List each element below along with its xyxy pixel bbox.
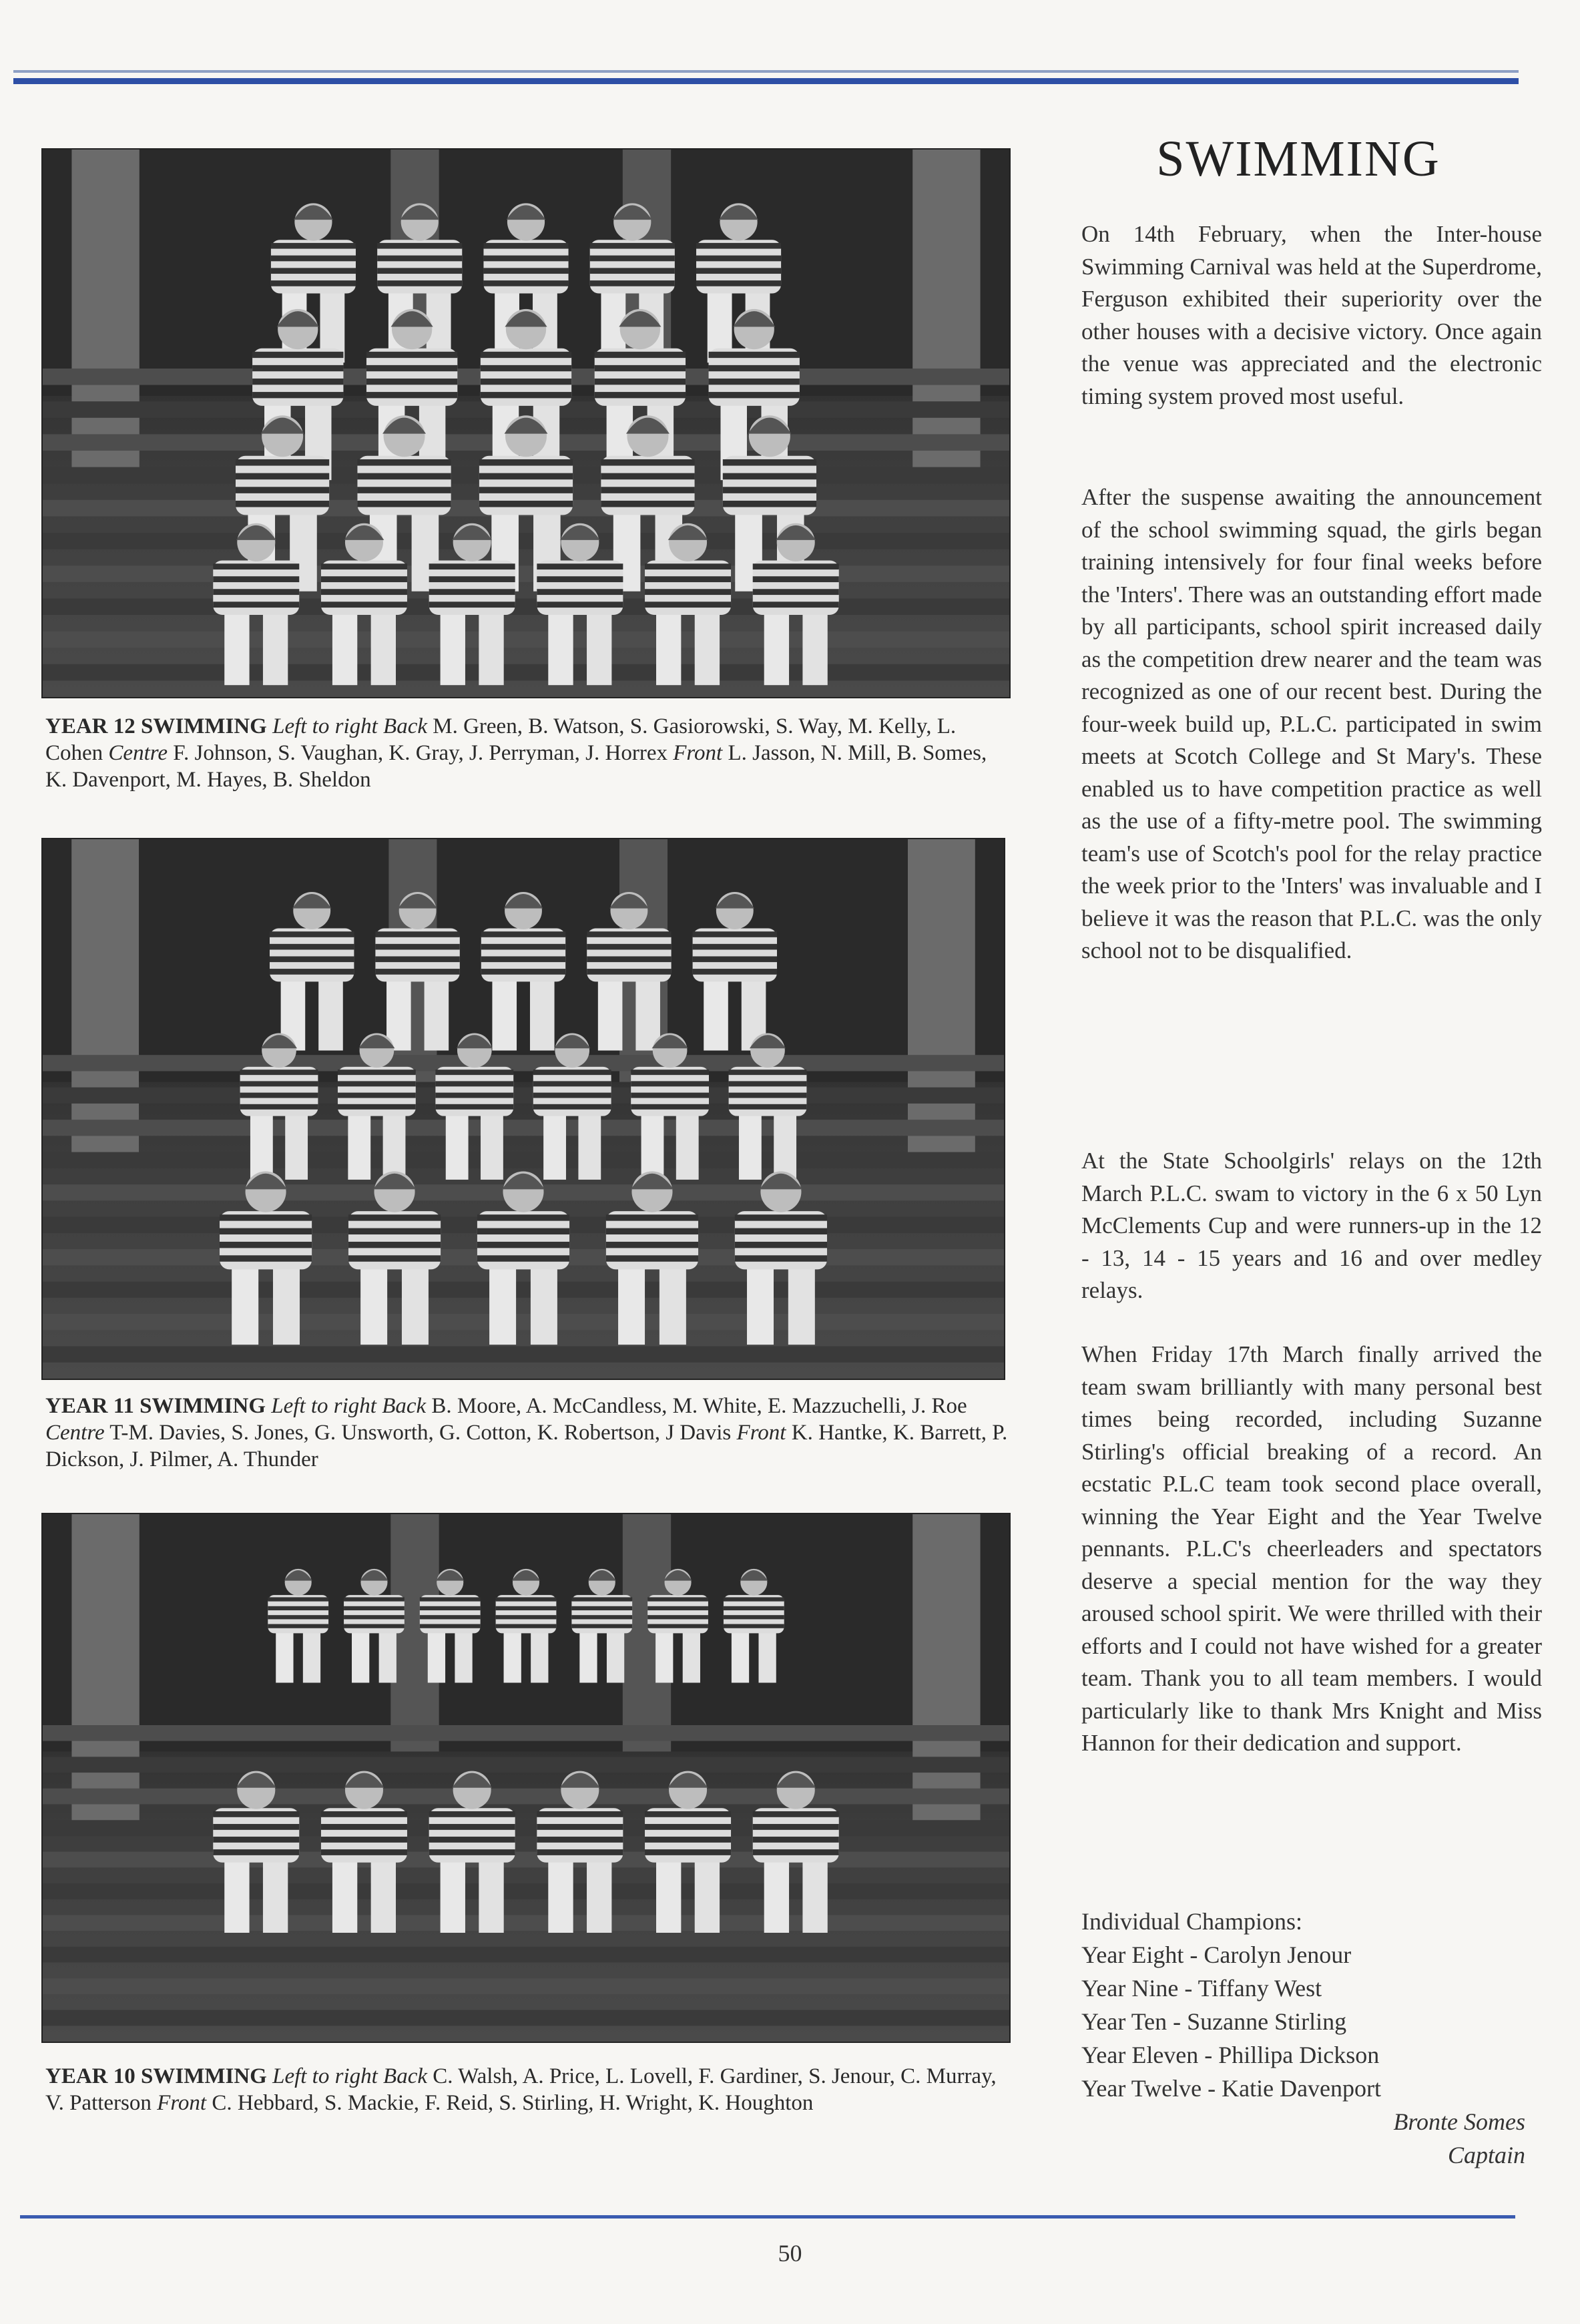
team-photo-year-10: [41, 1513, 1011, 2043]
author-name: Bronte Somes: [1393, 2108, 1525, 2135]
article-paragraph-1: On 14th February, when the Inter-house Swimming Carnival was held at the Superdrome, Ferguson exhibited their superiority over the other houses with a decisive victory. Once again the venue was appreciated and the electronic timing system proved most useful.: [1081, 221, 1542, 409]
champion-item: Year Ten - Suzanne Stirling: [1081, 2008, 1347, 2035]
caption-label: YEAR 12 SWIMMING: [45, 714, 267, 738]
caption-label: YEAR 11 SWIMMING: [45, 1394, 266, 1418]
team-photo-year-11: [41, 838, 1005, 1380]
author-role: Captain: [1447, 2142, 1525, 2168]
champions-list: [1081, 1905, 1542, 2172]
champion-item: Year Eleven - Phillipa Dickson: [1081, 2042, 1380, 2068]
champion-item: Year Twelve - Katie Davenport: [1081, 2075, 1382, 2102]
article-title: SWIMMING: [1156, 131, 1440, 187]
champion-item: Year Eight - Carolyn Jenour: [1081, 1941, 1352, 1968]
team-photo-year-12: [41, 148, 1011, 698]
article-paragraph-3: At the State Schoolgirls' relays on the 12th March P.L.C. swam to victory in the 6 x 50 Lyn McClements Cup and were runners-up in the 12 - 13, 14 - 15 years and 16 and over medley relays.: [1081, 1148, 1542, 1303]
caption-year-10: YEAR 10 SWIMMING Left to right Back C. Walsh, A. Price, L. Lovell, F. Gardiner, S. Jenour, C. Murray, V. Patterson Front C. Hebbard, S. Mackie, F. Reid, S. Stirling, H. Wright, K. Houghton: [45, 2064, 997, 2115]
champion-item: Year Nine - Tiffany West: [1081, 1975, 1322, 2002]
article-paragraph-4: When Friday 17th March finally arrived the team swam brilliantly with many personal best times being recorded, including Suzanne Stirling's official breaking of a record. An ecstatic P.L.C team took second place overall, winning the Year Eight and the Year Twelve pennants. P.L.C's cheerleaders and spectators deserve a special mention for the way they aroused school spirit. We were thrilled with their efforts and I could not have wished for a greater team. Thank you to all team members. I would particularly like to thank Mrs Knight and Miss Hannon for their dedication and support.: [1081, 1341, 1542, 1756]
caption-year-12: YEAR 12 SWIMMING Left to right Back M. Green, B. Watson, S. Gasiorowski, S. Way, M. Kelly, L. Cohen Centre F. Johnson, S. Vaughan, K. Gray, J. Perryman, J. Horrex Front L. Jasson, N. Mill, B. Somes, K. Davenport, M. Hayes, B. Sheldon: [45, 714, 987, 792]
bottom-rule: [20, 2215, 1515, 2219]
caption-year-11: YEAR 11 SWIMMING Left to right Back B. Moore, A. McCandless, M. White, E. Mazzuchelli, J. Roe Centre T-M. Davies, S. Jones, G. Unsworth, G. Cotton, K. Robertson, J Davis Front K. Hantke, K. Barrett, P. Dickson, J. Pilmer, A. Thunder: [45, 1394, 1008, 1471]
article-paragraph-2: After the suspense awaiting the announcement of the school swimming squad, the girls began training intensively for four final weeks before the 'Inters'. There was an outstanding effort made by all participants, school spirit increased daily as the competition drew nearer and the team was recognized as one of our recent best. During the four-week build up, P.L.C. participated in swim meets at Scotch College and St Mary's. These enabled us to have competition practice as well as the use of a fifty-metre pool. The swimming team's use of Scotch's pool for the relay practice the week prior to the 'Inters' was invaluable and I believe it was the reason that P.L.C. was the only school not to be disqualified.: [1081, 484, 1542, 963]
top-rule: [13, 70, 1519, 87]
caption-label: YEAR 10 SWIMMING: [45, 2064, 267, 2088]
page-number: 50: [778, 2240, 802, 2267]
champions-heading: Individual Champions:: [1081, 1908, 1302, 1935]
